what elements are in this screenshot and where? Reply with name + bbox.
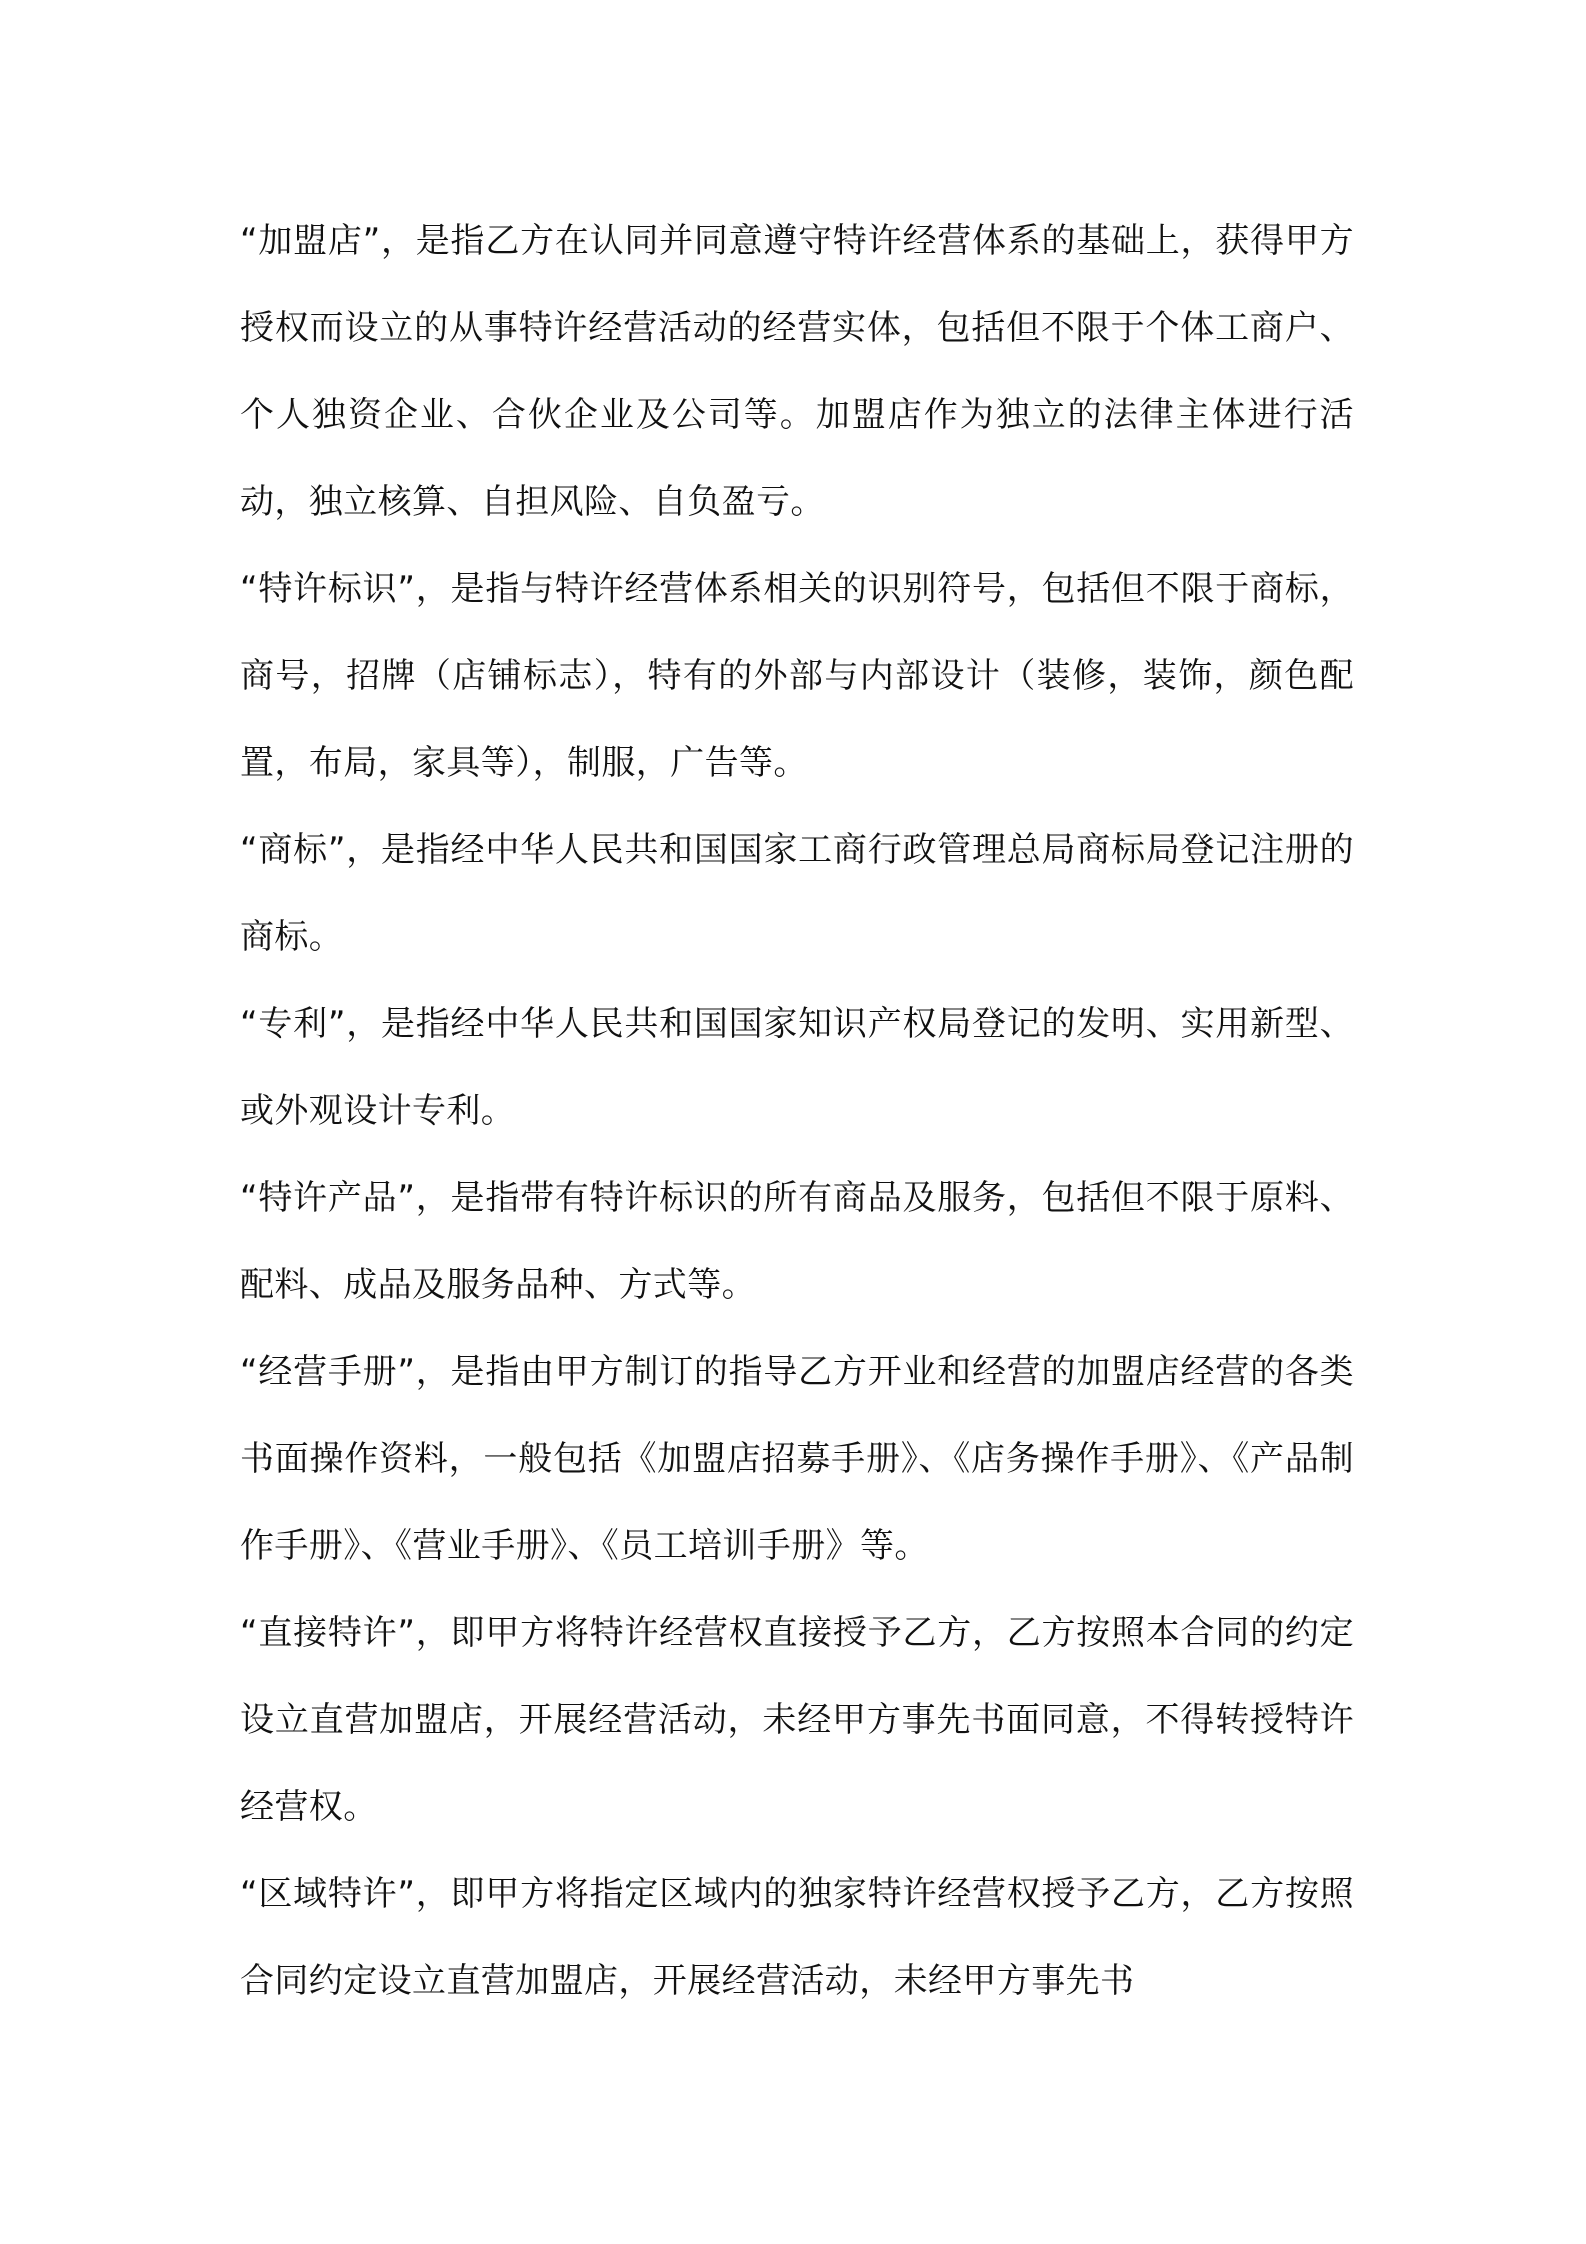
paragraph-trademark: “商标”，是指经中华人民共和国国家工商行政管理总局商标局登记注册的商标。 — [240, 830, 1354, 957]
paragraph-regional-franchise: “区域特许”，即甲方将指定区域内的独家特许经营权授予乙方，乙方按照合同约定设立直营加盟店，开展经营活动，未经甲方事先书 — [240, 1874, 1354, 2001]
paragraph-franchise-identity: “特许标识”，是指与特许经营体系相关的识别符号，包括但不限于商标，商号，招牌（店铺标志），特有的外部与内部设计（装修，装饰，颜色配置，布局，家具等），制服，广告等。 — [240, 569, 1354, 783]
paragraph-franchise-store: “加盟店”，是指乙方在认同并同意遵守特许经营体系的基础上，获得甲方授权而设立的从事特许经营活动的经营实体，包括但不限于个体工商户、个人独资企业、合伙企业及公司等。加盟店作为独立的法律主体进行活动，独立核算、自担风险、自负盈亏。 — [240, 221, 1354, 522]
paragraph-franchise-products: “特许产品”，是指带有特许标识的所有商品及服务，包括但不限于原料、配料、成品及服务品种、方式等。 — [240, 1178, 1354, 1305]
paragraph-patent: “专利”，是指经中华人民共和国国家知识产权局登记的发明、实用新型、或外观设计专利。 — [240, 1004, 1354, 1131]
paragraph-operations-manual: “经营手册”，是指由甲方制订的指导乙方开业和经营的加盟店经营的各类书面操作资料，一般包括《加盟店招募手册》、《店务操作手册》、《产品制作手册》、《营业手册》、《员工培训手册》等。 — [240, 1352, 1354, 1566]
paragraph-direct-franchise: “直接特许”，即甲方将特许经营权直接授予乙方，乙方按照本合同的约定设立直营加盟店，开展经营活动，未经甲方事先书面同意，不得转授特许经营权。 — [240, 1613, 1354, 1827]
document-body — [240, 198, 1354, 2025]
